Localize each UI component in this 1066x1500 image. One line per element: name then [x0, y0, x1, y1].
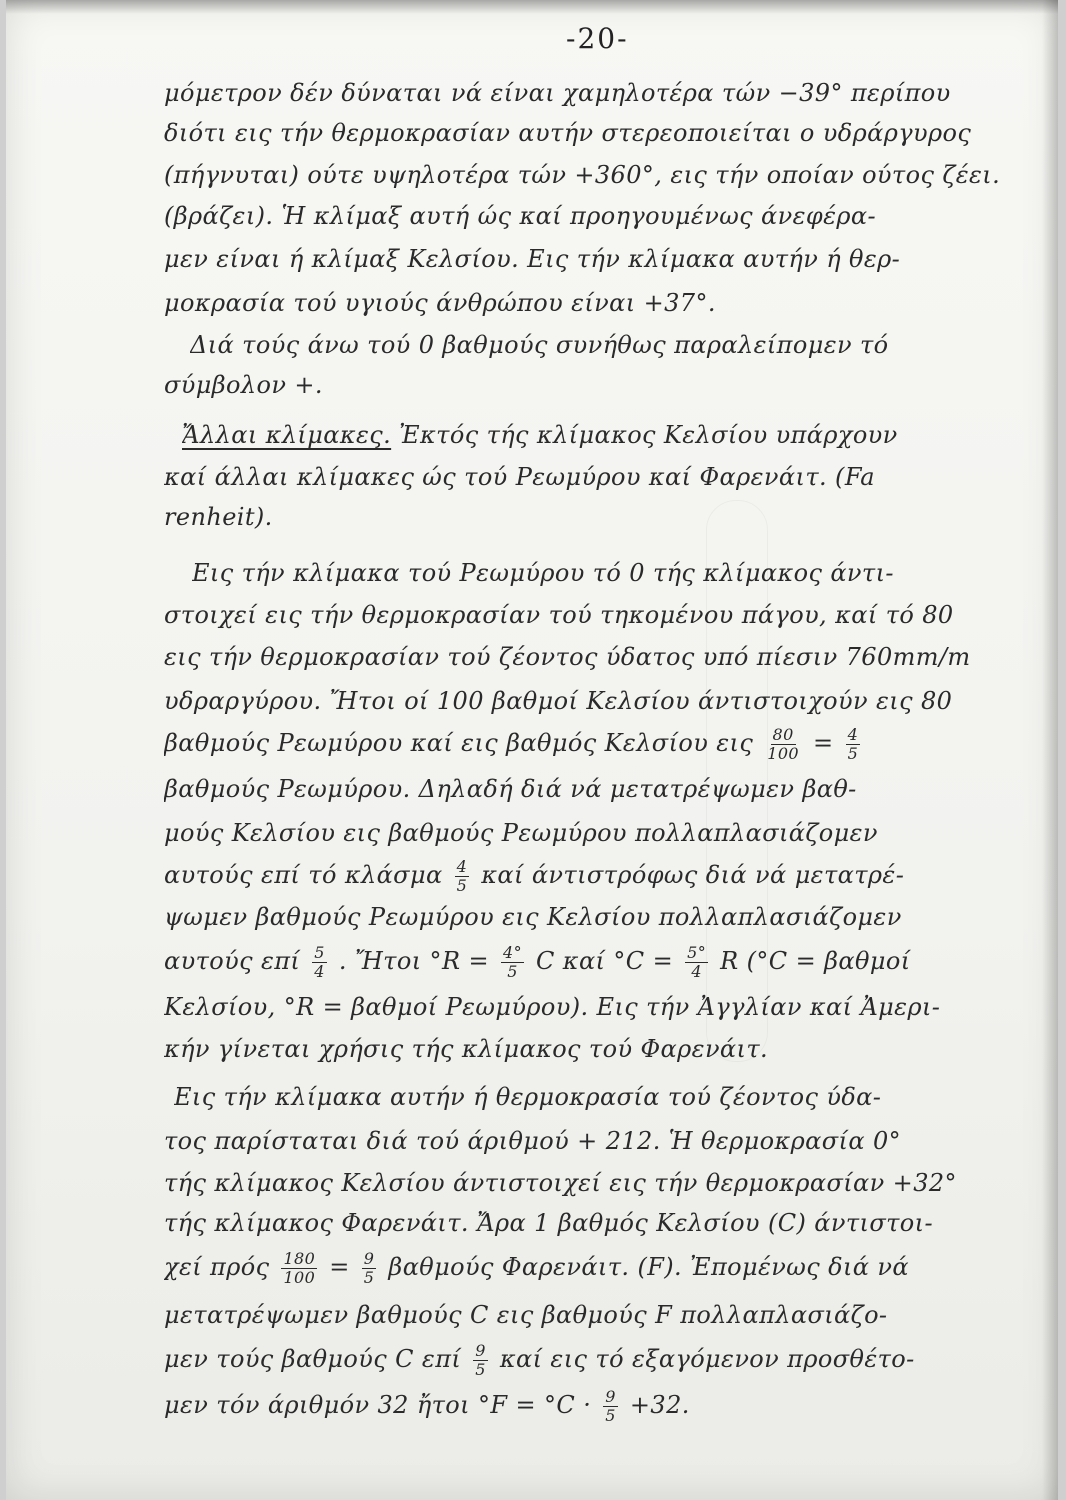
fraction: $\frac{80}{100}$: [767, 726, 799, 763]
text-segment: μεν τόν άριθμόν 32 ἤτοι °F = °C ·: [164, 1391, 592, 1419]
text-segment: R (°C = βαθμοί: [720, 947, 911, 975]
text-line: Εις τήν κλίμακα τού Ρεωμύρου τό 0 τής κλίμακος άντι-: [192, 559, 894, 587]
text-line: Κελσίου, °R = βαθμοί Ρεωμύρου). Εις τήν Ἀγγλίαν καί Ἀμερι-: [164, 993, 941, 1021]
fraction: $\frac{5}{4}$: [314, 944, 325, 981]
fraction: $\frac{9}{5}$: [605, 1388, 616, 1425]
text-segment: καί άντιστρόφως διά νά μετατρέ-: [481, 861, 905, 889]
text-line: (πήγνυται) ούτε υψηλοτέρα τών +360°, εις τήν οποίαν ούτος ζέει.: [164, 161, 1001, 189]
text-line: renheit).: [164, 503, 273, 531]
text-segment: μεν τούς βαθμούς C επί: [164, 1345, 462, 1373]
text-line: διότι εις τήν θερμοκρασίαν αυτήν στερεοποιείται ο υδράργυρος: [164, 119, 972, 147]
text-line: [164, 944, 1034, 981]
text-line: [164, 858, 1034, 895]
text-line: [182, 420, 1034, 450]
text-segment: καί εις τό εξαγόμενον προσθέτο-: [499, 1345, 915, 1373]
text-line: τής κλίμακος Φαρενάιτ. Ἄρα 1 βαθμός Κελσίου (C) άντιστοι-: [164, 1209, 933, 1237]
text-line: [164, 1342, 1034, 1379]
text-segment: βαθμούς Φαρενάιτ. (F). Ἐπομένως διά νά: [388, 1253, 910, 1281]
fraction: $\frac{4}{5}$: [456, 858, 468, 895]
text-segment: αυτούς επί τό κλάσμα: [164, 861, 443, 889]
text-line: (βράζει). Ἡ κλίμαξ αυτή ώς καί προηγουμένως άνεφέρα-: [164, 202, 877, 230]
equals-sign: =: [329, 1253, 350, 1281]
text-segment: βαθμούς Ρεωμύρου καί εις βαθμός Κελσίου εις: [164, 729, 754, 757]
text-line: σύμβολον +.: [164, 371, 323, 399]
text-segment: +32.: [629, 1391, 690, 1419]
fraction: $\frac{4^\circ}{5}$: [503, 944, 522, 981]
fraction: $\frac{9}{5}$: [475, 1342, 486, 1379]
text-segment: C καί °C =: [536, 947, 674, 975]
text-line: τής κλίμακος Κελσίου άντιστοιχεί εις τήν θερμοκρασίαν +32°: [164, 1169, 957, 1197]
text-segment: χεί πρός: [164, 1253, 270, 1281]
text-line: Εις τήν κλίμακα αυτήν ή θερμοκρασία τού ζέοντος ύδα-: [174, 1083, 882, 1111]
text-line: βαθμούς Ρεωμύρου. Δηλαδή διά νά μετατρέψωμεν βαθ-: [164, 775, 857, 803]
text-line: μόμετρον δέν δύναται νά είναι χαμηλοτέρα τών −39° περίπου: [164, 79, 951, 107]
text-line: μετατρέψωμεν βαθμούς C εις βαθμούς F πολλαπλασιάζο-: [164, 1301, 888, 1329]
equals-sign: =: [813, 729, 834, 757]
handwritten-text-body: [6, 0, 1058, 1500]
text-line: τος παρίσταται διά τού άριθμού + 212. Ἡ θερμοκρασία 0°: [164, 1127, 902, 1155]
text-line: [164, 726, 1034, 763]
text-line: ψωμεν βαθμούς Ρεωμύρου εις Κελσίου πολλαπλασιάζομεν: [164, 903, 902, 931]
text-line: Διά τούς άνω τού 0 βαθμούς συνήθως παραλείπομεν τό: [190, 331, 889, 359]
text-line: κήν γίνεται χρήσις τής κλίμακος τού Φαρενάιτ.: [164, 1035, 769, 1063]
text-line: μοκρασία τού υγιούς άνθρώπου είναι +37°.: [164, 289, 716, 317]
text-line: υδραργύρου. Ἤτοι οί 100 βαθμοί Κελσίου άντιστοιχούν εις 80: [164, 687, 953, 715]
text-line: καί άλλαι κλίμακες ώς τού Ρεωμύρου καί Φαρενάιτ. (Fa: [164, 463, 875, 491]
text-segment: αυτούς επί: [164, 947, 301, 975]
fraction: $\frac{180}{100}$: [283, 1250, 316, 1287]
page-number: -20-: [566, 22, 629, 55]
fraction: $\frac{5^\circ}{4}$: [687, 944, 707, 981]
text-segment: . Ἤτοι °R =: [338, 947, 489, 975]
fraction: $\frac{9}{5}$: [363, 1250, 375, 1287]
text-line: εις τήν θερμοκρασίαν τού ζέοντος ύδατος υπό πίεσιν 760mm/m: [164, 643, 971, 671]
fraction: $\frac{4}{5}$: [847, 726, 859, 763]
text-line: [164, 1388, 1034, 1425]
section-heading: Ἄλλαι κλίμακες.: [182, 421, 392, 449]
text-line: μούς Κελσίου εις βαθμούς Ρεωμύρου πολλαπλασιάζομεν: [164, 819, 878, 847]
document-page: [6, 0, 1058, 1500]
text-segment: Ἐκτός τής κλίμακος Κελσίου υπάρχουν: [399, 421, 898, 449]
text-line: μεν είναι ή κλίμαξ Κελσίου. Εις τήν κλίμακα αυτήν ή θερ-: [164, 245, 901, 273]
text-line: [164, 1250, 1034, 1287]
text-line: στοιχεί εις τήν θερμοκρασίαν τού τηκομένου πάγου, καί τό 80: [164, 601, 954, 629]
